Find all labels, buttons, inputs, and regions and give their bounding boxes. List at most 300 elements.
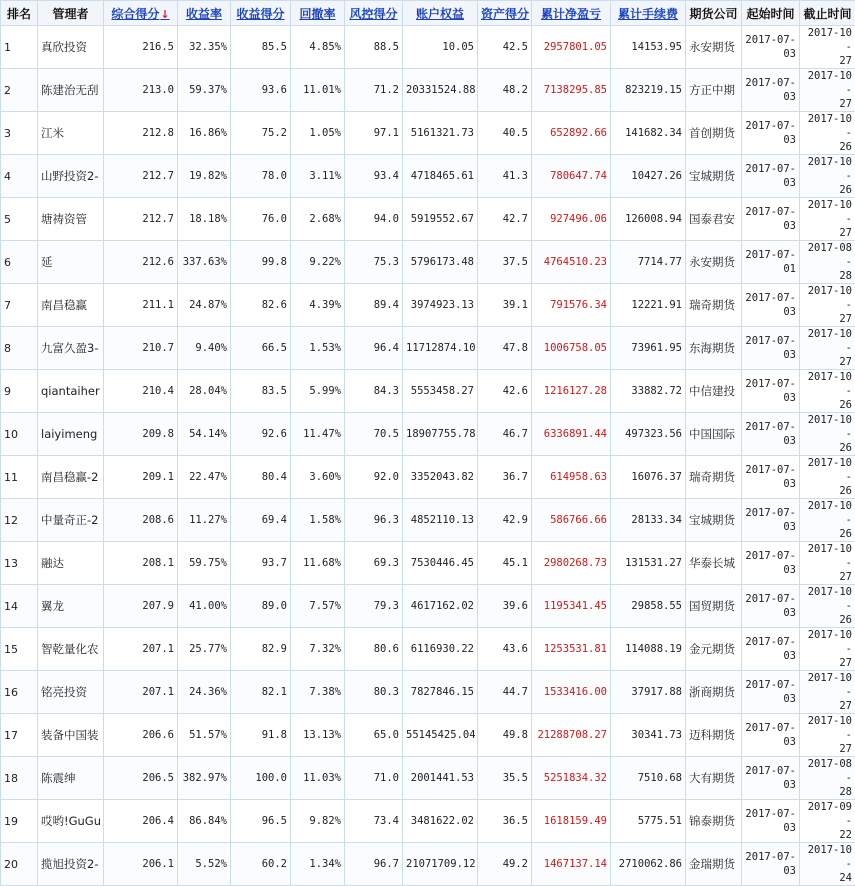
- fees-cell: 33882.72: [611, 370, 686, 413]
- start-date-line2: 03: [745, 90, 796, 104]
- end-date-line1: 2017-10-: [803, 628, 852, 656]
- return-rate-cell: 32.35%: [178, 26, 231, 69]
- end-date-line1: 2017-10-: [803, 542, 852, 570]
- total-score-cell: 210.7: [104, 327, 178, 370]
- start-date-cell: [742, 456, 800, 499]
- risk-score-cell: 70.5: [345, 413, 403, 456]
- sort-desc-icon: ↓: [160, 8, 169, 21]
- manager-cell[interactable]: qiantaiher: [38, 370, 104, 413]
- risk-score-cell: 84.3: [345, 370, 403, 413]
- equity-cell: 18907755.78: [403, 413, 478, 456]
- start-date-line1: 2017-07-: [745, 291, 796, 305]
- risk-score-cell: 80.6: [345, 628, 403, 671]
- drawdown-cell: 13.13%: [291, 714, 345, 757]
- manager-cell[interactable]: 陈震绅: [38, 757, 104, 800]
- table-row: [1, 843, 855, 886]
- drawdown-cell: 9.82%: [291, 800, 345, 843]
- end-date-cell: [800, 714, 855, 757]
- drawdown-cell: 4.85%: [291, 26, 345, 69]
- drawdown-cell: 7.32%: [291, 628, 345, 671]
- net-profit-cell: 652892.66: [532, 112, 611, 155]
- return-score-cell: 89.0: [231, 585, 291, 628]
- rank-cell: 16: [1, 671, 38, 714]
- equity-cell: 3352043.82: [403, 456, 478, 499]
- rank-cell: 2: [1, 69, 38, 112]
- header-end-date: 截止时间: [800, 1, 855, 26]
- net-profit-cell: 2980268.73: [532, 542, 611, 585]
- net-profit-cell: 780647.74: [532, 155, 611, 198]
- futures-company-cell: 中国国际: [686, 413, 742, 456]
- start-date-cell: [742, 370, 800, 413]
- manager-cell[interactable]: 延: [38, 241, 104, 284]
- futures-company-cell: 首创期货: [686, 112, 742, 155]
- start-date-line2: 01: [745, 262, 796, 276]
- asset-score-cell: 45.1: [478, 542, 532, 585]
- table-row: [1, 284, 855, 327]
- risk-score-cell: 89.4: [345, 284, 403, 327]
- header-total-score-link[interactable]: [104, 1, 178, 26]
- fees-cell: 7714.77: [611, 241, 686, 284]
- drawdown-cell: 11.03%: [291, 757, 345, 800]
- start-date-cell: [742, 843, 800, 886]
- total-score-cell: 206.1: [104, 843, 178, 886]
- manager-cell[interactable]: 真欣投资: [38, 26, 104, 69]
- start-date-line2: 03: [745, 778, 796, 792]
- end-date-line2: 24: [803, 871, 852, 885]
- rank-cell: 10: [1, 413, 38, 456]
- end-date-line1: 2017-10-: [803, 499, 852, 527]
- table-row: [1, 585, 855, 628]
- table-body: [1, 26, 855, 886]
- equity-cell: 4617162.02: [403, 585, 478, 628]
- header-drawdown-link[interactable]: 回撤率: [291, 1, 345, 26]
- start-date-line1: 2017-07-: [745, 807, 796, 821]
- end-date-line2: 26: [803, 140, 852, 154]
- equity-cell: 4718465.61: [403, 155, 478, 198]
- return-score-cell: 75.2: [231, 112, 291, 155]
- return-rate-cell: 382.97%: [178, 757, 231, 800]
- futures-company-cell: 永安期货: [686, 241, 742, 284]
- risk-score-cell: 73.4: [345, 800, 403, 843]
- end-date-line2: 27: [803, 226, 852, 240]
- end-date-line2: 26: [803, 441, 852, 455]
- manager-cell[interactable]: 南昌稳赢: [38, 284, 104, 327]
- start-date-cell: [742, 585, 800, 628]
- rank-cell: 11: [1, 456, 38, 499]
- return-rate-cell: 24.87%: [178, 284, 231, 327]
- fees-cell: 126008.94: [611, 198, 686, 241]
- return-score-cell: 96.5: [231, 800, 291, 843]
- start-date-line2: 03: [745, 47, 796, 61]
- equity-cell: 5161321.73: [403, 112, 478, 155]
- asset-score-cell: 49.2: [478, 843, 532, 886]
- end-date-line2: 26: [803, 183, 852, 197]
- return-score-cell: 66.5: [231, 327, 291, 370]
- start-date-cell: [742, 198, 800, 241]
- asset-score-cell: 39.6: [478, 585, 532, 628]
- manager-cell[interactable]: 揽旭投资2-: [38, 843, 104, 886]
- futures-company-cell: 宝城期货: [686, 155, 742, 198]
- net-profit-cell: 586766.66: [532, 499, 611, 542]
- return-score-cell: 93.6: [231, 69, 291, 112]
- net-profit-cell: 1006758.05: [532, 327, 611, 370]
- table-row: [1, 198, 855, 241]
- drawdown-cell: 11.01%: [291, 69, 345, 112]
- rank-cell: 18: [1, 757, 38, 800]
- return-score-cell: 99.8: [231, 241, 291, 284]
- return-score-cell: 82.1: [231, 671, 291, 714]
- start-date-cell: [742, 69, 800, 112]
- end-date-cell: [800, 26, 855, 69]
- end-date-line1: 2017-10-: [803, 284, 852, 312]
- asset-score-cell: 35.5: [478, 757, 532, 800]
- header-equity-link[interactable]: 账户权益: [403, 1, 478, 26]
- fees-cell: 2710062.86: [611, 843, 686, 886]
- fees-cell: 131531.27: [611, 542, 686, 585]
- manager-cell[interactable]: 九富久盈3-: [38, 327, 104, 370]
- end-date-cell: [800, 499, 855, 542]
- rank-cell: 19: [1, 800, 38, 843]
- return-rate-cell: 41.00%: [178, 585, 231, 628]
- net-profit-cell: 1467137.14: [532, 843, 611, 886]
- end-date-cell: [800, 327, 855, 370]
- return-score-cell: 91.8: [231, 714, 291, 757]
- table-header-row: [1, 1, 855, 26]
- asset-score-cell: 39.1: [478, 284, 532, 327]
- start-date-cell: [742, 284, 800, 327]
- header-return-rate-link[interactable]: 收益率: [178, 1, 231, 26]
- futures-company-cell: 金元期货: [686, 628, 742, 671]
- return-rate-cell: 22.47%: [178, 456, 231, 499]
- futures-company-cell: 金瑞期货: [686, 843, 742, 886]
- start-date-cell: [742, 413, 800, 456]
- return-score-cell: 69.4: [231, 499, 291, 542]
- net-profit-cell: 1216127.28: [532, 370, 611, 413]
- drawdown-cell: 5.99%: [291, 370, 345, 413]
- start-date-line1: 2017-07-: [745, 119, 796, 133]
- net-profit-cell: 1253531.81: [532, 628, 611, 671]
- equity-cell: 7827846.15: [403, 671, 478, 714]
- end-date-cell: [800, 628, 855, 671]
- manager-cell[interactable]: 铭亮投资: [38, 671, 104, 714]
- fees-cell: 7510.68: [611, 757, 686, 800]
- end-date-line1: 2017-08-: [803, 757, 852, 785]
- manager-cell[interactable]: 装备中国装: [38, 714, 104, 757]
- table-row: [1, 370, 855, 413]
- end-date-line1: 2017-10-: [803, 671, 852, 699]
- risk-score-cell: 96.3: [345, 499, 403, 542]
- asset-score-cell: 48.2: [478, 69, 532, 112]
- start-date-line2: 03: [745, 692, 796, 706]
- manager-cell[interactable]: laiyimeng: [38, 413, 104, 456]
- total-score-cell: 209.1: [104, 456, 178, 499]
- rank-cell: 7: [1, 284, 38, 327]
- equity-cell: 7530446.45: [403, 542, 478, 585]
- header-net-profit-link[interactable]: 累计净盈亏: [532, 1, 611, 26]
- start-date-line1: 2017-07-: [745, 162, 796, 176]
- asset-score-cell: 42.5: [478, 26, 532, 69]
- asset-score-cell: 40.5: [478, 112, 532, 155]
- return-score-cell: 82.9: [231, 628, 291, 671]
- rank-cell: 13: [1, 542, 38, 585]
- start-date-cell: [742, 542, 800, 585]
- table-row: [1, 112, 855, 155]
- end-date-line2: 27: [803, 570, 852, 584]
- start-date-line1: 2017-07-: [745, 850, 796, 864]
- start-date-line2: 03: [745, 305, 796, 319]
- return-rate-cell: 59.75%: [178, 542, 231, 585]
- start-date-cell: [742, 757, 800, 800]
- start-date-line2: 03: [745, 649, 796, 663]
- return-rate-cell: 54.14%: [178, 413, 231, 456]
- return-score-cell: 76.0: [231, 198, 291, 241]
- fees-cell: 12221.91: [611, 284, 686, 327]
- start-date-line1: 2017-07-: [745, 76, 796, 90]
- drawdown-cell: 1.53%: [291, 327, 345, 370]
- start-date-line1: 2017-07-: [745, 248, 796, 262]
- start-date-cell: [742, 800, 800, 843]
- asset-score-cell: 37.5: [478, 241, 532, 284]
- manager-cell[interactable]: 翼龙: [38, 585, 104, 628]
- rank-cell: 17: [1, 714, 38, 757]
- start-date-line2: 03: [745, 821, 796, 835]
- manager-cell[interactable]: 智乾量化农: [38, 628, 104, 671]
- start-date-cell: [742, 327, 800, 370]
- equity-cell: 5796173.48: [403, 241, 478, 284]
- table-row: [1, 26, 855, 69]
- start-date-line1: 2017-07-: [745, 764, 796, 778]
- end-date-line2: 26: [803, 484, 852, 498]
- return-score-cell: 100.0: [231, 757, 291, 800]
- start-date-line1: 2017-07-: [745, 721, 796, 735]
- table-row: [1, 155, 855, 198]
- table-row: [1, 671, 855, 714]
- rank-cell: 20: [1, 843, 38, 886]
- start-date-line2: 03: [745, 606, 796, 620]
- net-profit-cell: 5251834.32: [532, 757, 611, 800]
- net-profit-cell: 927496.06: [532, 198, 611, 241]
- end-date-line2: 27: [803, 699, 852, 713]
- net-profit-cell: 614958.63: [532, 456, 611, 499]
- total-score-cell: 216.5: [104, 26, 178, 69]
- end-date-line2: 28: [803, 785, 852, 799]
- table-row: [1, 542, 855, 585]
- futures-company-cell: 瑞奇期货: [686, 456, 742, 499]
- return-rate-cell: 337.63%: [178, 241, 231, 284]
- start-date-cell: [742, 241, 800, 284]
- risk-score-cell: 79.3: [345, 585, 403, 628]
- return-rate-cell: 28.04%: [178, 370, 231, 413]
- fees-cell: 28133.34: [611, 499, 686, 542]
- return-rate-cell: 5.52%: [178, 843, 231, 886]
- header-fees-link[interactable]: 累计手续费: [611, 1, 686, 26]
- end-date-line2: 27: [803, 742, 852, 756]
- equity-cell: 5553458.27: [403, 370, 478, 413]
- start-date-line2: 03: [745, 391, 796, 405]
- futures-company-cell: 瑞奇期货: [686, 284, 742, 327]
- total-score-cell: 206.4: [104, 800, 178, 843]
- asset-score-cell: 42.9: [478, 499, 532, 542]
- futures-company-cell: 浙商期货: [686, 671, 742, 714]
- manager-cell[interactable]: 江米: [38, 112, 104, 155]
- start-date-line1: 2017-07-: [745, 205, 796, 219]
- end-date-cell: [800, 800, 855, 843]
- equity-cell: 3481622.02: [403, 800, 478, 843]
- table-row: [1, 69, 855, 112]
- rank-cell: 12: [1, 499, 38, 542]
- drawdown-cell: 7.38%: [291, 671, 345, 714]
- risk-score-cell: 94.0: [345, 198, 403, 241]
- start-date-line2: 03: [745, 735, 796, 749]
- manager-cell[interactable]: 南昌稳赢-2: [38, 456, 104, 499]
- return-rate-cell: 16.86%: [178, 112, 231, 155]
- table-row: [1, 327, 855, 370]
- futures-company-cell: 迈科期货: [686, 714, 742, 757]
- start-date-line2: 03: [745, 176, 796, 190]
- end-date-line1: 2017-10-: [803, 370, 852, 398]
- equity-cell: 2001441.53: [403, 757, 478, 800]
- return-score-cell: 92.6: [231, 413, 291, 456]
- risk-score-cell: 88.5: [345, 26, 403, 69]
- risk-score-cell: 69.3: [345, 542, 403, 585]
- return-score-cell: 83.5: [231, 370, 291, 413]
- net-profit-cell: 2957801.05: [532, 26, 611, 69]
- fees-cell: 37917.88: [611, 671, 686, 714]
- return-score-cell: 80.4: [231, 456, 291, 499]
- net-profit-cell: 1533416.00: [532, 671, 611, 714]
- drawdown-cell: 1.34%: [291, 843, 345, 886]
- net-profit-cell: 4764510.23: [532, 241, 611, 284]
- futures-company-cell: 东海期货: [686, 327, 742, 370]
- rank-cell: 9: [1, 370, 38, 413]
- risk-score-cell: 75.3: [345, 241, 403, 284]
- end-date-line2: 27: [803, 355, 852, 369]
- end-date-cell: [800, 155, 855, 198]
- start-date-line2: 03: [745, 563, 796, 577]
- futures-company-cell: 华泰长城: [686, 542, 742, 585]
- end-date-line1: 2017-09-: [803, 800, 852, 828]
- fees-cell: 30341.73: [611, 714, 686, 757]
- start-date-cell: [742, 155, 800, 198]
- risk-score-cell: 65.0: [345, 714, 403, 757]
- end-date-cell: [800, 112, 855, 155]
- drawdown-cell: 2.68%: [291, 198, 345, 241]
- total-score-cell: 212.7: [104, 155, 178, 198]
- return-rate-cell: 24.36%: [178, 671, 231, 714]
- start-date-line1: 2017-07-: [745, 420, 796, 434]
- rank-cell: 1: [1, 26, 38, 69]
- return-rate-cell: 59.37%: [178, 69, 231, 112]
- equity-cell: 10.05: [403, 26, 478, 69]
- return-score-cell: 93.7: [231, 542, 291, 585]
- asset-score-cell: 42.7: [478, 198, 532, 241]
- drawdown-cell: 11.47%: [291, 413, 345, 456]
- asset-score-cell: 49.8: [478, 714, 532, 757]
- end-date-cell: [800, 198, 855, 241]
- total-score-cell: 207.1: [104, 628, 178, 671]
- end-date-line1: 2017-10-: [803, 155, 852, 183]
- header-risk-score-link[interactable]: 风控得分: [345, 1, 403, 26]
- asset-score-cell: 46.7: [478, 413, 532, 456]
- fees-cell: 497323.56: [611, 413, 686, 456]
- manager-cell[interactable]: 山野投资2-: [38, 155, 104, 198]
- start-date-cell: [742, 628, 800, 671]
- total-score-cell: 206.6: [104, 714, 178, 757]
- end-date-cell: [800, 671, 855, 714]
- return-rate-cell: 18.18%: [178, 198, 231, 241]
- risk-score-cell: 71.2: [345, 69, 403, 112]
- manager-cell[interactable]: 中量奇正-2: [38, 499, 104, 542]
- manager-cell[interactable]: 融达: [38, 542, 104, 585]
- futures-company-cell: 国泰君安: [686, 198, 742, 241]
- total-score-cell: 207.9: [104, 585, 178, 628]
- start-date-line2: 03: [745, 133, 796, 147]
- header-return-score-link[interactable]: 收益得分: [231, 1, 291, 26]
- table-row: [1, 241, 855, 284]
- start-date-line2: 03: [745, 520, 796, 534]
- equity-cell: 21071709.12: [403, 843, 478, 886]
- end-date-cell: [800, 757, 855, 800]
- start-date-line2: 03: [745, 219, 796, 233]
- asset-score-cell: 36.7: [478, 456, 532, 499]
- total-score-cell: 211.1: [104, 284, 178, 327]
- end-date-line2: 27: [803, 97, 852, 111]
- rank-cell: 5: [1, 198, 38, 241]
- fees-cell: 114088.19: [611, 628, 686, 671]
- start-date-cell: [742, 671, 800, 714]
- total-score-cell: 207.1: [104, 671, 178, 714]
- total-score-cell: 210.4: [104, 370, 178, 413]
- start-date-cell: [742, 499, 800, 542]
- header-asset-score-link[interactable]: 资产得分: [478, 1, 532, 26]
- futures-company-cell: 方正中期: [686, 69, 742, 112]
- start-date-line1: 2017-07-: [745, 549, 796, 563]
- start-date-line1: 2017-07-: [745, 506, 796, 520]
- return-rate-cell: 11.27%: [178, 499, 231, 542]
- equity-cell: 20331524.88: [403, 69, 478, 112]
- return-score-cell: 82.6: [231, 284, 291, 327]
- fees-cell: 14153.95: [611, 26, 686, 69]
- start-date-line1: 2017-07-: [745, 592, 796, 606]
- end-date-line2: 28: [803, 269, 852, 283]
- net-profit-cell: 1618159.49: [532, 800, 611, 843]
- net-profit-cell: 6336891.44: [532, 413, 611, 456]
- header-rank: 排名: [1, 1, 38, 26]
- net-profit-cell: 21288708.27: [532, 714, 611, 757]
- manager-cell[interactable]: 陈建治无刮: [38, 69, 104, 112]
- return-score-cell: 78.0: [231, 155, 291, 198]
- end-date-cell: [800, 456, 855, 499]
- end-date-line1: 2017-10-: [803, 714, 852, 742]
- end-date-cell: [800, 585, 855, 628]
- start-date-cell: [742, 714, 800, 757]
- end-date-cell: [800, 241, 855, 284]
- end-date-cell: [800, 370, 855, 413]
- end-date-line2: 26: [803, 613, 852, 627]
- start-date-cell: [742, 26, 800, 69]
- manager-cell[interactable]: 塘祷资管: [38, 198, 104, 241]
- futures-company-cell: 大有期货: [686, 757, 742, 800]
- end-date-cell: [800, 542, 855, 585]
- return-rate-cell: 19.82%: [178, 155, 231, 198]
- manager-cell[interactable]: 哎哟!GuGu: [38, 800, 104, 843]
- drawdown-cell: 1.05%: [291, 112, 345, 155]
- asset-score-cell: 43.6: [478, 628, 532, 671]
- return-rate-cell: 25.77%: [178, 628, 231, 671]
- asset-score-cell: 47.8: [478, 327, 532, 370]
- start-date-line1: 2017-07-: [745, 635, 796, 649]
- drawdown-cell: 11.68%: [291, 542, 345, 585]
